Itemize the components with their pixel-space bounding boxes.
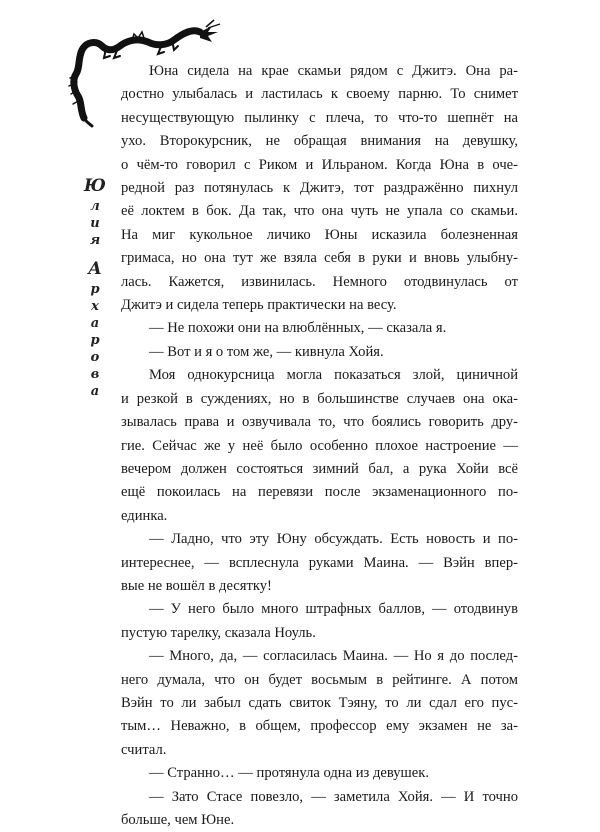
paragraph (121, 60, 518, 317)
text-line: Вэйн то ли забыл сдать свиток Тэяну, то ли сдал его пус- (121, 694, 518, 711)
text-line: — Зато Стасе повезло, — заметила Хойя. — И точно (149, 788, 518, 805)
spine-letter: л (90, 199, 100, 214)
text-line: На миг кукольное личико Юны исказила болезненная (121, 226, 518, 243)
text-line: достно улыбалась и ластилась к своему парню. То снимет (121, 86, 518, 103)
text-line: тым… Неважно, в общем, профессор ему экзамен не за- (121, 718, 518, 735)
text-line: Моя однокурсница могла показаться злой, циничной (149, 367, 518, 384)
text-line: гримаса, но она тут же взяла себя в руки и вновь улыбну- (121, 250, 518, 267)
text-line: ухо. Второкурсник, не обращая внимания на девушку, (121, 133, 518, 150)
text-line: зывалась права и озвучивала то, что боялись говорить дру- (121, 414, 518, 431)
spine-letter: а (90, 316, 100, 331)
spine-letter: р (90, 282, 100, 297)
text-line: — Странно… — протянула одна из девушек. (149, 765, 430, 782)
text-line: Юна сидела на крае скамьи рядом с Джитэ. Она ра- (149, 63, 518, 79)
paragraph (121, 598, 518, 645)
text-line: пустую тарелку, сказала Ноуль. (121, 624, 316, 641)
text-line: — Много, да, — согласилась Маина. — Но я до послед- (149, 648, 518, 665)
text-line: ещё покоилась на перевязи после экзаменационного по- (121, 484, 518, 501)
spine-letter: р (90, 333, 100, 348)
text-line: считал. (121, 741, 167, 758)
text-line: — Вот и я о том же, — кивнула Хойя. (149, 343, 384, 360)
spine-letter: Ю (84, 176, 106, 196)
spine-letter: а (90, 384, 100, 399)
text-line: больше, чем Юне. (121, 812, 235, 828)
text-line: — Ладно, что эту Юну обсуждать. Есть новость и по- (149, 531, 518, 548)
text-line: интереснее, — всплеснула руками Маина. — Вэйн впер- (121, 554, 518, 571)
text-line: лась. Кажется, извинилась. Немного отодвинулась от (121, 273, 518, 290)
text-line: Джитэ и сидела теперь практически на весу. (121, 297, 397, 314)
text-line: её локтем в бок. Да так, что она чуть не упала со скамьи. (121, 203, 518, 220)
spine-author-name (84, 178, 106, 400)
text-line: — Не похожи они на влюблённых, — сказала я. (149, 320, 447, 337)
spine-letter: и (90, 216, 100, 231)
paragraph (121, 341, 518, 364)
paragraph (121, 786, 518, 832)
text-line: него думала, что он будет восьмым в рейтинге. А потом (121, 671, 518, 688)
paragraph (121, 645, 518, 762)
spine-letter: А (88, 259, 102, 279)
paragraph (121, 364, 518, 528)
spine-letter: я (89, 233, 101, 248)
text-line: вые не вошёл в десятку! (121, 577, 272, 594)
text-line: о чём-то говорил с Риком и Ильраном. Когда Юна в оче- (121, 156, 518, 173)
text-line: гие. Сейчас же у неё было особенно плохое настроение — (121, 437, 518, 454)
text-line: вечером должен состояться зимний бал, а рука Хойи всё (121, 460, 518, 477)
text-line: единка. (121, 507, 168, 524)
paragraph (121, 528, 518, 598)
text-line: редной раз потянулась к Джитэ, тот раздражённо пихнул (121, 180, 518, 197)
text-line: и резкой в суждениях, но в большинстве случаев она ока- (121, 390, 518, 407)
text-line: несуществующую пылинку с плеча, то что-то шепнёт на (121, 109, 518, 126)
spine-letter: в (90, 367, 100, 382)
spine-letter: о (90, 350, 100, 365)
spine-letter: х (91, 299, 99, 314)
paragraph (121, 317, 518, 340)
text-line: — У него было много штрафных баллов, — отодвинув (149, 601, 518, 618)
page-text (121, 60, 518, 832)
paragraph (121, 762, 518, 785)
